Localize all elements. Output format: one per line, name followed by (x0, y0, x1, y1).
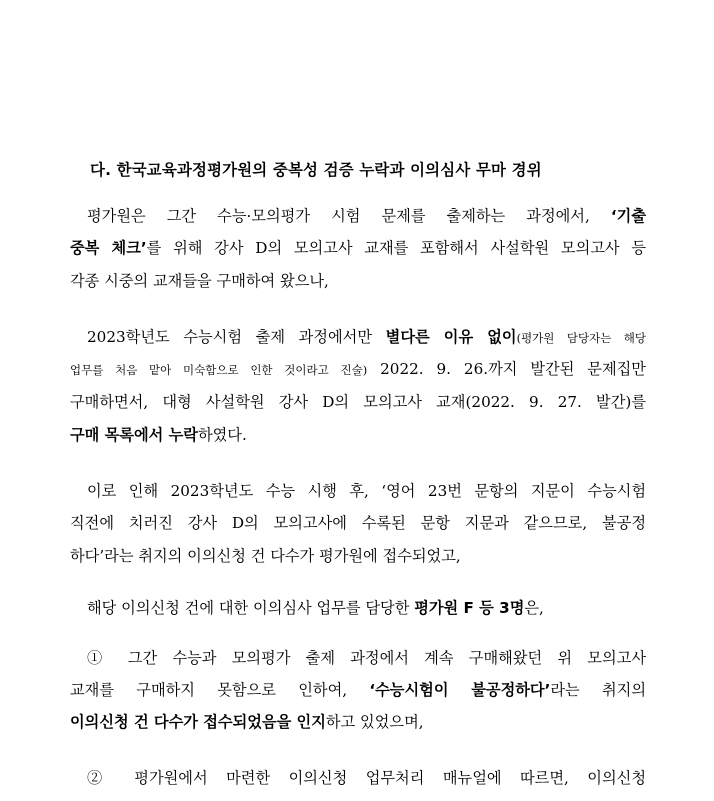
text-run: 하고 있었으며, (325, 713, 424, 731)
paragraph-5-line-3 (70, 712, 646, 732)
emphasis-text: 이의신청 건 다수가 접수되었음을 인지 (70, 713, 326, 731)
text-run: 하였다. (197, 426, 247, 444)
parenthetical-note: 업무를 처음 맡아 미숙함으로 인한 것이라고 진술) (70, 363, 368, 377)
paragraph-3-line-1 (87, 481, 646, 501)
text-run: 를 위해 강사 D의 모의고사 교재를 포함해서 사설학원 모의고사 등 (146, 239, 647, 257)
emphasis-text: 별다른 이유 없이 (385, 328, 517, 346)
text-run: 해당 이의신청 건에 대한 이의심사 업무를 담당한 (87, 599, 415, 617)
text-run: 2022. 9. 26.까지 발간된 문제집만 (367, 360, 646, 378)
parenthetical-note: (평가원 담당자는 해당 (516, 331, 647, 345)
text-run: 라는 취지의 (550, 681, 646, 699)
paragraph-6-line-1 (87, 768, 646, 788)
text-run: 하다’라는 취지의 이의신청 건 다수가 평가원에 접수되었고, (70, 547, 461, 565)
text-run: 평가원은 그간 수능·모의평가 시험 문제를 출제하는 과정에서, (87, 207, 611, 225)
text-run: 직전에 치러진 강사 D의 모의고사에 수록된 문항 지문과 같으므로, 불공정 (70, 514, 646, 532)
text-run: 2023학년도 수능시험 출제 과정에서만 (87, 328, 386, 346)
text-run: ② 평가원에서 마련한 이의신청 업무처리 매뉴얼에 따르면, 이의신청 (87, 769, 646, 787)
text-run: 구매하면서, 대형 사설학원 강사 D의 모의고사 교재(2022. 9. 27. 발간)를 (70, 393, 646, 411)
paragraph-3-line-3 (70, 546, 646, 566)
emphasis-text: ‘수능시험이 불공정하다’ (369, 681, 551, 699)
emphasis-text: 중복 체크’ (70, 239, 147, 257)
paragraph-5-line-2 (70, 680, 646, 700)
text-run: 교재를 구매하지 못함으로 인하여, (70, 681, 370, 699)
emphasis-text: 평가원 F 등 3명 (414, 599, 525, 617)
emphasis-text: ‘기출 (610, 207, 646, 225)
text-run: 이로 인해 2023학년도 수능 시행 후, ‘영어 23번 문항의 지문이 수능시험 (87, 482, 646, 500)
paragraph-2-line-2 (70, 359, 646, 380)
paragraph-3-line-2 (70, 513, 646, 533)
section-heading: 다. 한국교육과정평가원의 중복성 검증 누락과 이의심사 무마 경위 (90, 161, 542, 179)
emphasis-text: 구매 목록에서 누락 (70, 426, 198, 444)
text-run: 은, (524, 599, 544, 617)
paragraph-2-line-1 (87, 327, 646, 348)
paragraph-4-line-1 (87, 598, 544, 618)
paragraph-2-line-3 (70, 392, 646, 412)
paragraph-1-line-3 (70, 271, 646, 291)
paragraph-1-line-2 (70, 238, 646, 258)
text-run: 각종 시중의 교재들을 구매하여 왔으나, (70, 272, 329, 290)
text-run: ① 그간 수능과 모의평가 출제 과정에서 계속 구매해왔던 위 모의고사 (87, 649, 646, 667)
paragraph-1-line-1 (87, 206, 646, 226)
paragraph-5-line-1 (87, 648, 646, 668)
paragraph-2-line-4 (70, 425, 646, 445)
